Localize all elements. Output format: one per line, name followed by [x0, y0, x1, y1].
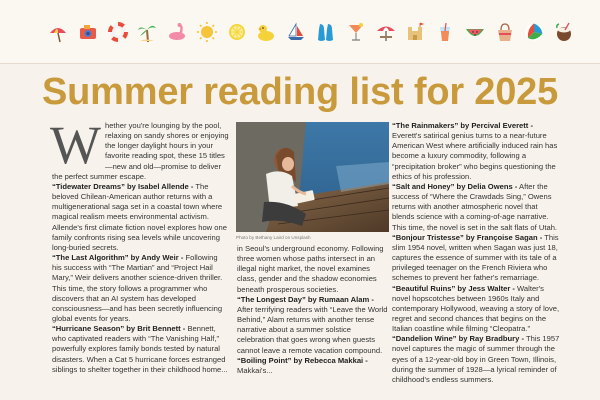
- beach-ball-icon: [520, 12, 548, 52]
- book-heading: “Salt and Honey” by Delia Owens -: [392, 181, 518, 191]
- book-entry: [237, 295, 389, 356]
- watermelon-icon: [461, 12, 489, 52]
- book-entry: [392, 334, 562, 385]
- summer-icon-strip: [0, 0, 600, 64]
- book-heading: “Beautiful Ruins” by Jess Walter -: [392, 283, 515, 293]
- drop-cap: W: [50, 115, 101, 175]
- book-description: Following his success with “The Martian” and “Project Hail Mary,” Weir delivers another science-driven thriller. This time, the story follows a programmer who discovers that an AI system has developed consciousness—and has been secretly influencing global events for years.: [52, 253, 223, 323]
- book-entry: [392, 284, 562, 335]
- intro-text: hether you're lounging by the pool, relaxing on sandy shores or enjoying the longer daylight hours in your favorite reading spot, these 15 titles—new and old—promise to deliver the perfect summer escape.: [52, 121, 229, 181]
- book-heading: “Bonjour Tristesse” by Françoise Sagan -: [392, 232, 543, 242]
- rubber-duck-icon: [252, 12, 280, 52]
- camera-icon: [74, 12, 102, 52]
- drink-cup-icon: [431, 12, 459, 52]
- beach-bag-icon: [491, 12, 519, 52]
- intro-paragraph: [50, 115, 229, 182]
- book-heading: “Boiling Point” by Rebecca Makkai -: [237, 355, 368, 365]
- left-column: [50, 115, 229, 375]
- beach-umbrella-icon: [44, 12, 72, 52]
- book-heading: “Hurricane Season” by Brit Bennett -: [52, 324, 186, 334]
- book-heading: “The Longest Day” by Rumaan Alam -: [237, 294, 374, 304]
- sandcastle-icon: [401, 12, 429, 52]
- sailboat-icon: [282, 12, 310, 52]
- coconut-drink-icon: [550, 12, 578, 52]
- book-description: Walter's novel hopscotches between 1960s Italy and contemporary Hollywood, weaving a story of love, regret and second chances that begins on the Italian coastline while filming “Cleopatra.”: [392, 283, 560, 334]
- book-description: After the success of “Where the Crawdads Sing,” Owens returns with another atmospheric novel that blends science with a coming-of-age narrative. This time, the novel is set in the salt flats of Utah.: [392, 181, 558, 232]
- book-entry: [52, 253, 229, 324]
- book-description: This slim 1954 novel, written when Sagan was just 18, captures the essence of summer with its tale of a privileged teenager on the French Riviera who schemes to prevent her father's remarriage.: [392, 232, 559, 283]
- book-description: After terrifying readers with “Leave the World Behind,” Alam returns with another tense narrative about a summer solstice celebration that goes wrong when guests cannot leave a remote vacation compound.: [237, 304, 388, 355]
- book-entry: [52, 182, 229, 253]
- book-entry: [52, 324, 229, 375]
- swim-fins-icon: [312, 12, 340, 52]
- palm-tree-icon: [133, 12, 161, 52]
- article-title: Summer reading list for 2025: [41, 71, 559, 113]
- photo-credit: Photo by Bethany Laird on Unsplash: [236, 235, 311, 240]
- book-heading: “Tidewater Dreams” by Isabel Allende -: [52, 181, 194, 191]
- book-description: Everett's satirical genius turns to a near-future American West where artificially induced rain has become a luxury commodity, following a “precipitation broker” who begins questioning the ethics of his profession.: [392, 131, 558, 181]
- middle-column: [237, 244, 389, 376]
- book-description: This 1957 novel captures the magic of summer through the eyes of a 12-year-old boy in Green Town, Illinois, during the summer of 1928—a lyrical reminder of childhood's endless summers.: [392, 334, 560, 384]
- book-description: in Seoul's underground economy. Following three women whose paths intersect in an illegal night market, the novel examines class, gender and the shadow economies beneath prosperous societies.: [237, 244, 384, 294]
- book-description: The beloved Chilean-American author returns with a multigenerational saga set in a coastal town where magical realism meets environmental activism. Allende's first climate fiction novel explores how one family confronts rising sea levels while uncovering long-buried secrets.: [52, 181, 227, 252]
- book-heading: “The Rainmakers” by Percival Everett -: [392, 121, 533, 130]
- book-description: Bennett, who captivated readers with “The Vanishing Half,” powerfully explores family bonds tested by natural disasters. When a Cat 5 hurricane forces estranged siblings to shelter together in their childhood home...: [52, 324, 228, 374]
- lemon-slice-icon: [223, 12, 251, 52]
- reading-woman-photo: [236, 122, 389, 232]
- book-heading: “Dandelion Wine” by Ray Bradbury -: [392, 334, 524, 344]
- book-entry: [237, 356, 389, 376]
- book-description: Makkai's...: [237, 365, 273, 375]
- book-entry: [392, 121, 562, 182]
- continued-text: [237, 244, 389, 295]
- cocktail-icon: [342, 12, 370, 52]
- flamingo-float-icon: [163, 12, 191, 52]
- book-entry: [392, 182, 562, 233]
- right-column: [392, 121, 562, 385]
- book-entry: [392, 233, 562, 284]
- umbrella-table-icon: [372, 12, 400, 52]
- book-heading: “The Last Algorithm” by Andy Weir -: [52, 253, 184, 263]
- sun-icon: [193, 12, 221, 52]
- life-ring-icon: [104, 12, 132, 52]
